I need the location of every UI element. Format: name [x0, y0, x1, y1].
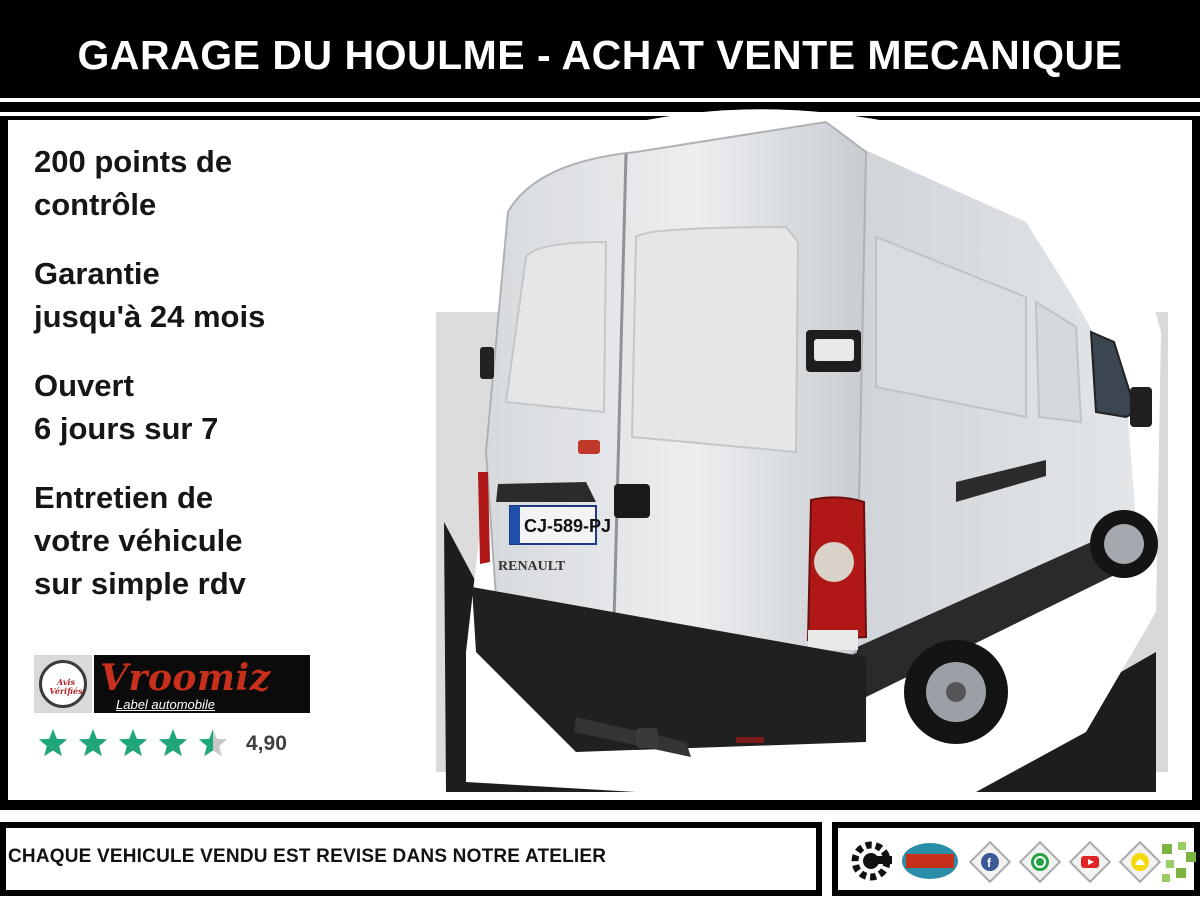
gear-tool-icon[interactable] — [846, 836, 896, 886]
vroomiz-badge[interactable] — [34, 655, 310, 713]
feature-text: votre véhicule — [34, 523, 243, 558]
header-bar — [0, 0, 1200, 98]
star-rating-icon — [36, 726, 236, 762]
feature-text: Ouvert — [34, 368, 134, 403]
van-photo — [436, 92, 1176, 812]
feature-text: 200 points de — [34, 144, 233, 179]
feature-warranty — [34, 252, 424, 338]
social-icons-bar — [832, 822, 1200, 896]
license-plate: CJ-589-PJ — [524, 516, 612, 536]
frame-right — [1192, 118, 1200, 808]
feature-inspection — [34, 140, 424, 226]
feature-opening-days — [34, 364, 424, 450]
feature-text: 6 jours sur 7 — [34, 411, 219, 446]
rating-value: 4,90 — [246, 732, 287, 755]
svg-text:f: f — [987, 856, 991, 870]
star-icon — [199, 729, 228, 756]
frame-left — [0, 118, 8, 808]
avis-line1: Avis — [56, 677, 76, 687]
whatsapp-icon[interactable] — [1018, 840, 1062, 884]
feature-maintenance — [34, 476, 424, 605]
page-title: GARAGE DU HOULME - ACHAT VENTE MECANIQUE — [77, 32, 1123, 78]
footer-message: CHAQUE VEHICULE VENDU EST REVISE DANS NOTRE ATELIER — [8, 846, 607, 867]
star-icon — [79, 729, 108, 756]
facebook-icon[interactable] — [968, 840, 1012, 884]
make-badge: RENAULT — [498, 559, 566, 574]
rating — [36, 726, 316, 762]
star-icon — [119, 729, 148, 756]
vroomiz-tagline: Label automobile — [116, 697, 216, 712]
avis-verifies-logo — [34, 655, 92, 713]
feature-text: sur simple rdv — [34, 566, 246, 601]
youtube-icon[interactable] — [1068, 840, 1112, 884]
vroomiz-brand: Vroomiz — [100, 657, 271, 699]
avis-line2: Vérifiés — [49, 686, 83, 696]
feature-text: Garantie — [34, 256, 160, 291]
star-icon — [39, 729, 68, 756]
snapchat-icon[interactable] — [1118, 840, 1162, 884]
qr-code-icon[interactable] — [1158, 838, 1198, 886]
feature-text: contrôle — [34, 187, 157, 222]
star-icon — [159, 729, 188, 756]
vroomiz-logo-icon[interactable] — [900, 840, 960, 882]
vroomiz-logo — [94, 655, 310, 713]
feature-text: jusqu'à 24 mois — [34, 299, 266, 334]
feature-list — [34, 140, 424, 631]
feature-text: Entretien de — [34, 480, 214, 515]
